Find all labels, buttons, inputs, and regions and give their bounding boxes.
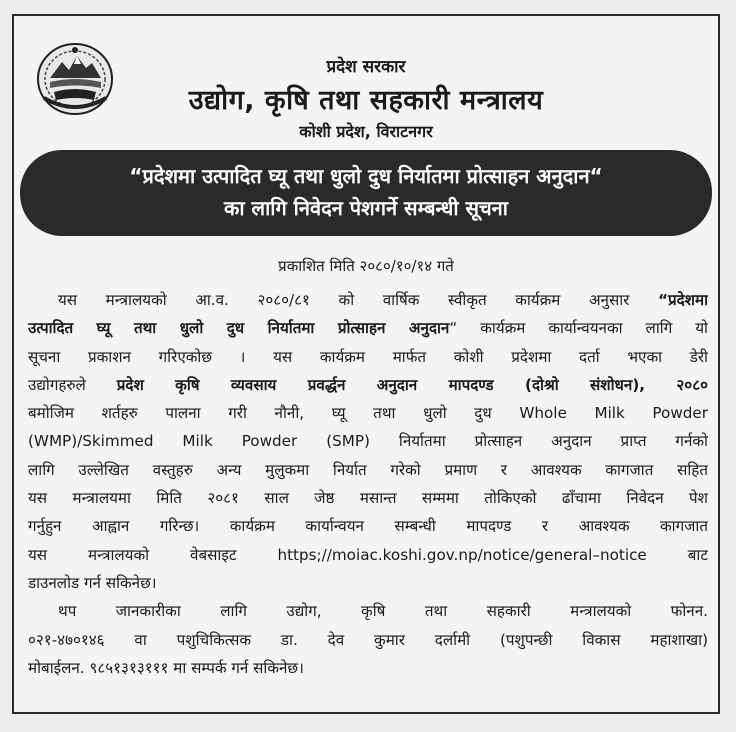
body-text: यस मन्त्रालयको आ.व. २०८०/८१ को वार्षिक स्वीकृत कार्यक्रम अनुसार [58,291,658,309]
notice-title-line-1: “प्रदेशमा उत्पादित घ्यू तथा धुलो दुध निर्यातमा प्रोत्साहन अनुदान“ [129,164,603,188]
body-line: (WMP)/Skimmed Milk Powder (SMP) निर्यातमा प्रोत्साहन अनुदान प्राप्त गर्नको [28,432,708,451]
body-line: यस मन्त्रालयको वेबसाइट https;//moiac.koshi.gov.np/notice/general–notice बाट [28,545,708,564]
body-line [28,286,708,314]
body-line [28,314,708,342]
published-date: प्रकाशित मिति २०८०/१०/१४ गते [278,257,454,275]
body-text: उद्योगहरुले [28,375,117,394]
body-line: ०२१-४७०१४६ वा पशुचिकित्सक डा. देव कुमार दर्लामी (पशुपन्छी विकास महाशाखा) [28,630,708,649]
ministry-title: उद्योग, कृषि तथा सहकारी मन्त्रालय [188,85,544,116]
ministry-location: कोशी प्रदेश, विराटनगर [299,122,433,141]
government-label: प्रदेश सरकार [326,57,406,77]
body-text: “ कार्यक्रम कार्यान्वयनका लागि यो [449,319,708,338]
body-line: थप जानकारीका लागि उद्योग, कृषि तथा सहकारी मन्त्रालयको फोनन. [58,602,708,621]
notice-title-banner [20,150,712,236]
notice-title-line-2: का लागि निवेदन पेशगर्ने सम्बन्धी सूचना [224,196,508,220]
body-line: यस मन्त्रालयमा मिति २०८१ साल जेष्ठ मसान्त सम्ममा तोकिएको ढाँचामा निवेदन पेश [28,489,708,508]
notice-body [28,286,708,682]
body-line: सूचना प्रकाशन गरिएकोछ । यस कार्यक्रम मार्फत कोशी प्रदेशमा दर्ता भएका डेरी [28,347,708,366]
body-line: बमोजिम शर्तहरु पालना गरी नौनी, घ्यू तथा धुलो दुध Whole Milk Powder [28,404,708,423]
program-name-bold: उत्पादित घ्यू तथा धुलो दुध निर्यातमा प्रोत्साहन अनुदान [28,319,450,338]
body-line [28,371,708,399]
body-line: डाउनलोड गर्न सकिनेछ। [28,573,157,592]
body-line: गर्नुहुन आह्वान गरिन्छ। कार्यक्रम कार्यान्वयन सम्बन्धी मापदण्ड र आवश्यक कागजात [28,517,708,536]
notice-frame [12,14,720,714]
body-line: लागि उल्लेखित वस्तुहरु अन्य मुलुकमा निर्यात गरेको प्रमाण र आवश्यक कागजात सहित [28,460,708,479]
body-line: मोबाईलन. ९८५१३१३१११ मा सम्पर्क गर्न सकिनेछ। [28,658,304,677]
guideline-name-bold: प्रदेश कृषि व्यवसाय प्रवर्द्धन अनुदान मापदण्ड (दोश्रो संशोधन), २०८० [116,375,708,394]
program-name-bold: “प्रदेशमा [657,291,708,309]
